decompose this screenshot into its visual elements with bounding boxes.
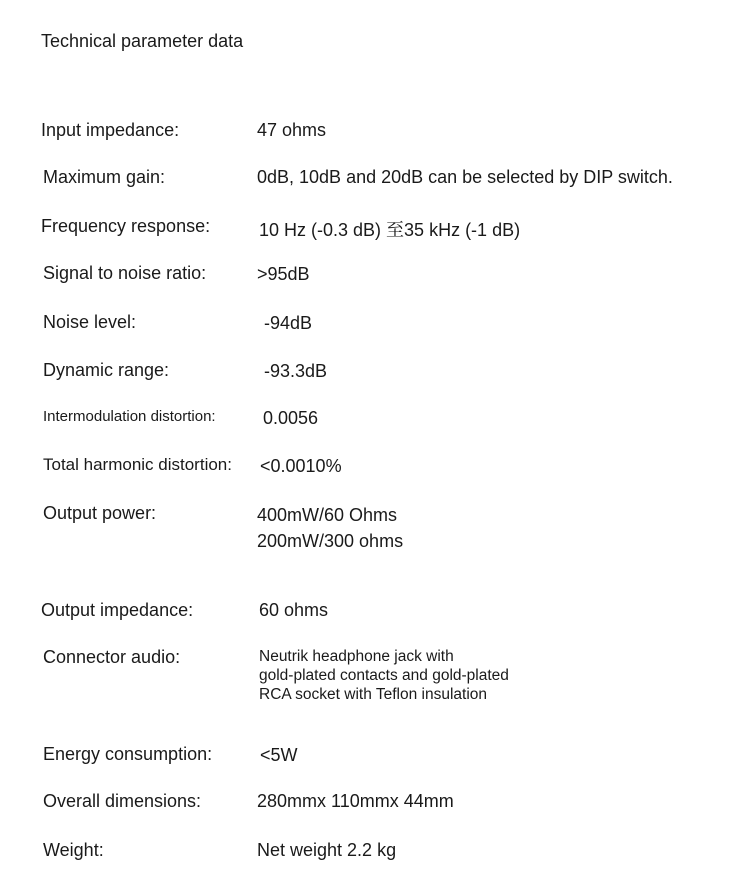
spec-value: 47 ohms [257,120,327,140]
spec-value-line: Neutrik headphone jack with [259,648,454,665]
spec-value: 60 ohms [259,600,329,620]
spec-value-line: gold-plated contacts and gold-plated [259,667,509,684]
spec-label: Input impedance: [41,120,180,140]
page-title: Technical parameter data [41,31,244,51]
spec-value: <5W [260,745,298,765]
spec-value [257,502,403,554]
spec-label: Energy consumption: [43,744,213,764]
spec-label: Output power: [43,503,157,523]
spec-value [259,647,509,704]
spec-label: Overall dimensions: [43,791,202,811]
spec-value-line: 400mW/60 Ohms [257,505,398,525]
spec-label: Noise level: [43,312,137,332]
spec-label: Frequency response: [41,216,211,236]
spec-value-line: RCA socket with Teflon insulation [259,686,488,703]
spec-value: -94dB [264,313,313,333]
spec-value: <0.0010% [260,456,342,476]
spec-label: Connector audio: [43,647,181,667]
spec-value: -93.3dB [264,361,328,381]
spec-value: 10 Hz (-0.3 dB) 至35 kHz (-1 dB) [259,220,521,240]
spec-value: Net weight 2.2 kg [257,840,397,860]
spec-value: 0.0056 [263,408,319,428]
spec-label: Intermodulation distortion: [43,408,216,425]
spec-label: Maximum gain: [43,167,166,187]
spec-label: Signal to noise ratio: [43,263,207,283]
spec-label: Dynamic range: [43,360,170,380]
spec-value: 0dB, 10dB and 20dB can be selected by DIP switch. [257,167,673,187]
spec-label: Weight: [43,840,104,860]
spec-value-line: 200mW/300 ohms [257,531,404,551]
spec-label: Total harmonic distortion: [43,455,232,474]
spec-value: 280mmx 110mmx 44mm [257,791,454,811]
spec-value: >95dB [257,264,310,284]
spec-label: Output impedance: [41,600,194,620]
